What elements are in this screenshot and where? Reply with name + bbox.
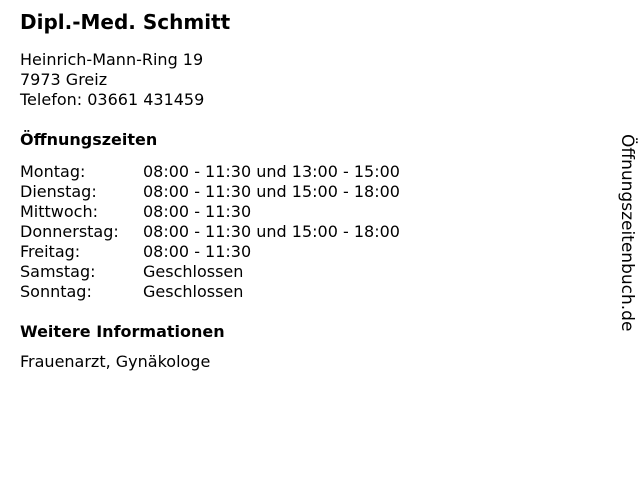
more-info-heading: Weitere Informationen xyxy=(20,322,225,341)
hours-day: Sonntag: xyxy=(20,282,92,301)
opening-hours-heading: Öffnungszeiten xyxy=(20,130,158,149)
hours-row-tuesday xyxy=(20,182,600,202)
hours-row-sunday xyxy=(20,282,600,302)
hours-day: Montag: xyxy=(20,162,86,181)
hours-day: Samstag: xyxy=(20,262,96,281)
hours-time: Geschlossen xyxy=(143,282,244,301)
hours-time: Geschlossen xyxy=(143,262,244,281)
phone-number: Telefon: 03661 431459 xyxy=(20,90,205,109)
hours-row-wednesday xyxy=(20,202,600,222)
hours-row-friday xyxy=(20,242,600,262)
hours-time: 08:00 - 11:30 xyxy=(143,242,252,261)
more-info-text: Frauenarzt, Gynäkologe xyxy=(20,352,211,371)
address-block xyxy=(20,50,600,110)
hours-time: 08:00 - 11:30 xyxy=(143,202,252,221)
hours-row-thursday xyxy=(20,222,600,242)
city-address: 7973 Greiz xyxy=(20,70,108,89)
hours-day: Donnerstag: xyxy=(20,222,119,241)
opening-hours-table xyxy=(20,162,600,302)
street-address: Heinrich-Mann-Ring 19 xyxy=(20,50,204,69)
hours-time: 08:00 - 11:30 und 15:00 - 18:00 xyxy=(143,222,400,241)
business-card xyxy=(20,8,600,372)
hours-row-saturday xyxy=(20,262,600,282)
hours-day: Dienstag: xyxy=(20,182,97,201)
hours-day: Mittwoch: xyxy=(20,202,98,221)
hours-day: Freitag: xyxy=(20,242,81,261)
hours-time: 08:00 - 11:30 und 13:00 - 15:00 xyxy=(143,162,400,181)
hours-row-monday xyxy=(20,162,600,182)
hours-time: 08:00 - 11:30 und 15:00 - 18:00 xyxy=(143,182,400,201)
site-watermark: Öffnungszeitenbuch.de xyxy=(617,134,637,332)
business-name: Dipl.-Med. Schmitt xyxy=(20,10,231,34)
